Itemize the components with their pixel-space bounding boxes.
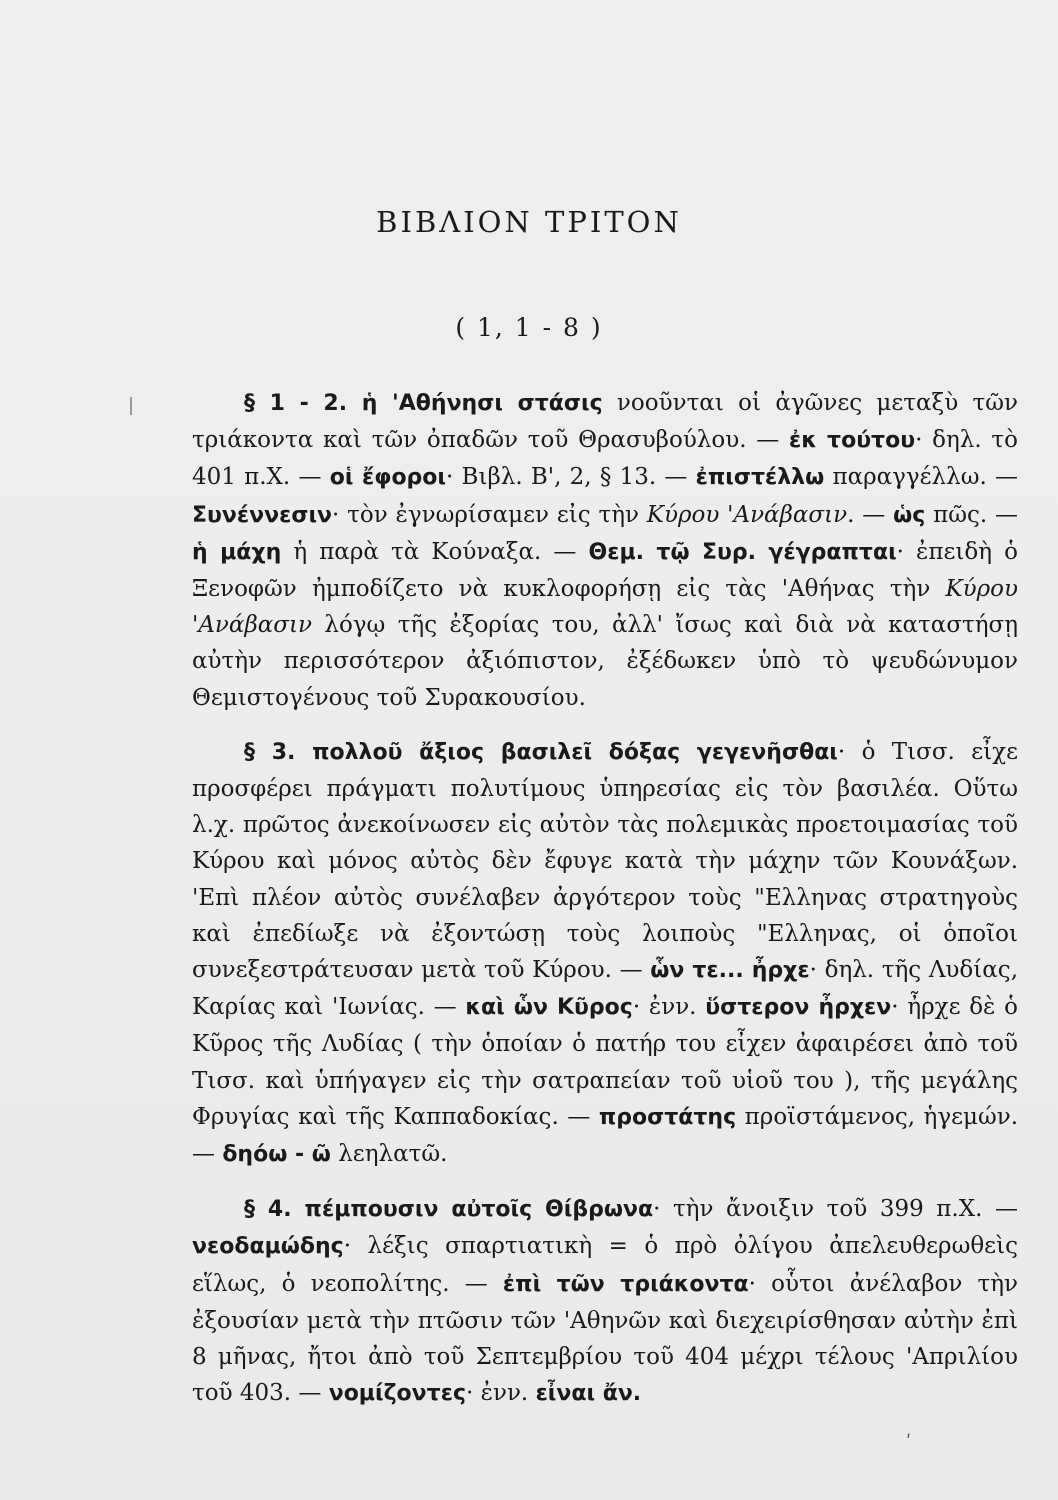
lemma-keyword: § 3.	[244, 739, 313, 765]
commentary-text: · δηλ. τῆς Λυδίας, Καρίας καὶ 'Ιωνίας. —	[192, 957, 1019, 1021]
commentary-text: · τὸν ἐγνωρίσαμεν εἰς τὴν	[332, 501, 647, 528]
lemma-keyword: δηόω - ῶ	[222, 1142, 331, 1168]
lemma-keyword: οἱ ἔφοροι	[329, 465, 446, 491]
commentary-text: · ἐνν.	[466, 1380, 536, 1407]
commentary-text: · λέξις σπαρτιατικὴ = ὁ πρὸ ὀλίγου ἀπελευθερωθεὶς εἵλως, ὁ νεοπολίτης. —	[192, 1233, 1018, 1297]
commentary-body	[192, 385, 1018, 1430]
paragraph-1-2	[192, 385, 1018, 716]
lemma-keyword: ἡ μάχη	[192, 539, 282, 565]
book-title-italic: Κύρου 'Ανάβασιν	[192, 576, 1018, 639]
commentary-text: · οὗτοι ἀνέλαβον τὴν ἐξουσίαν μετὰ τὴν πτῶσιν τῶν 'Αθηνῶν καὶ διεχειρίσθησαν αὐτὴν ἐπὶ 8 μῆνας, ἤτοι ἀπὸ τοῦ Σεπτεμβρίου τοῦ 404 μέχρι τέλους 'Απριλίου τοῦ 403. —	[192, 1270, 1018, 1407]
commentary-text: · Βιβλ. Β', 2, § 13. —	[446, 464, 696, 491]
lemma-keyword: ἡ 'Αθήνησι στάσις	[361, 391, 603, 416]
lemma-keyword: Θεμ. τῷ Συρ. γέγραπται	[588, 539, 897, 565]
commentary-text: παραγγέλλω. —	[824, 464, 1019, 491]
lemma-keyword: ὡς	[893, 502, 926, 528]
lemma-keyword: προστάτης	[598, 1104, 737, 1130]
lemma-keyword: πέμπουσιν αὐτοῖς Θίβρωνα	[304, 1197, 654, 1223]
page-title: ΒΙΒΛΙΟΝ ΤΡΙΤΟΝ	[376, 205, 682, 239]
lemma-keyword: ὧν τε... ἦρχε	[650, 958, 810, 984]
lemma-keyword: καὶ ὧν Κῦρος	[465, 995, 633, 1021]
commentary-text: πῶς. —	[925, 501, 1019, 528]
commentary-text: · δηλ. τὸ 401 π.Χ. —	[192, 427, 1018, 491]
commentary-text: νοοῦνται οἱ ἀγῶνες μεταξὺ τῶν τριάκοντα καὶ τῶν ὀπαδῶν τοῦ Θρασυβούλου. —	[192, 390, 1018, 454]
commentary-text: ἡ παρὰ τὰ Κούναξα. —	[281, 538, 589, 565]
lemma-keyword: § 1 - 2.	[244, 391, 362, 416]
lemma-keyword: § 4.	[244, 1197, 305, 1223]
paragraph-4	[192, 1191, 1018, 1412]
lemma-keyword: νεοδαμώδης	[192, 1234, 344, 1260]
commentary-text: · ἐπειδὴ ὁ Ξενοφῶν ἠμποδίζετο νὰ κυκλοφορήσῃ εἰς τὰς 'Αθήνας τὴν	[192, 538, 1018, 603]
book-title-italic: Κύρου 'Ανάβασιν	[646, 501, 848, 528]
lemma-keyword: ἐκ τούτου	[789, 428, 916, 454]
lemma-keyword: ὕστερον ἦρχεν	[705, 995, 892, 1021]
lemma-keyword: ἐπιστέλλω	[695, 465, 825, 491]
commentary-text: · ἐνν.	[632, 994, 706, 1021]
lemma-keyword: εἶναι ἄν.	[535, 1381, 642, 1407]
lemma-keyword: ἐπὶ τῶν τριάκοντα	[502, 1271, 749, 1297]
commentary-text: λεηλατῶ.	[330, 1141, 448, 1168]
lemma-keyword: Συνέννεσιν	[192, 502, 333, 528]
lemma-keyword: πολλοῦ ἄξιος βασιλεῖ δόξας γεγενῆσθαι	[312, 739, 838, 765]
commentary-text: · τὴν ἄνοιξιν τοῦ 399 π.Χ. —	[653, 1196, 1019, 1223]
commentary-text: προϊστάμενος, ἡγεμών. —	[192, 1103, 1018, 1168]
commentary-text: · ἦρχε δὲ ὁ Κῦρος τῆς Λυδίας ( τὴν ὁποίαν ὁ πατήρ του εἶχεν ἀφαιρέσει ἀπὸ τοῦ Τισσ. καὶ ὑπήγαγεν εἰς τὴν σατραπείαν τοῦ υἱοῦ του ), τῆς μεγάλης Φρυγίας καὶ τῆς Καππαδοκίας. —	[192, 994, 1018, 1130]
stray-ink-mark: ʹ	[906, 1432, 912, 1453]
commentary-text: . —	[847, 501, 894, 528]
commentary-text: · ὁ Τισσ. εἶχε προσφέρει πράγματι πολυτίμους ὑπηρεσίας εἰς τὸν βασιλέα. Οὕτω λ.χ. πρῶτος ἀνεκοίνωσεν εἰς αὐτὸν τὰς πολεμικὰς προετοιμασίας τοῦ Κύρου καὶ μόνος αὐτὸς δὲν ἔφυγε κατὰ τὴν μάχην τῶν Κουνάξων. 'Επὶ πλέον αὐτὸς συνέλαβεν ἀργότερον τοὺς "Ελληνας στρατηγοὺς καὶ ἐπεδίωξε νὰ ἐξοντώσῃ τοὺς λοιποὺς "Ελληνας, οἱ ὁποῖοι συνεξεστράτευσαν μετὰ τοῦ Κύρου. —	[192, 738, 1019, 984]
section-range: ( 1, 1 - 8 )	[455, 313, 603, 342]
commentary-text: λόγῳ τῆς ἐξορίας του, ἀλλ' ἴσως καὶ διὰ νὰ καταστήσῃ αὐτὴν περισσότερον ἀξιόπιστον, ἐξέδωκεν ὑπὸ τὸ ψευδώνυμον Θεμιστογένους τοῦ Συρακουσίου.	[192, 612, 1018, 711]
margin-mark	[130, 397, 132, 415]
paragraph-3	[192, 734, 1018, 1173]
lemma-keyword: νομίζοντες	[328, 1381, 466, 1407]
